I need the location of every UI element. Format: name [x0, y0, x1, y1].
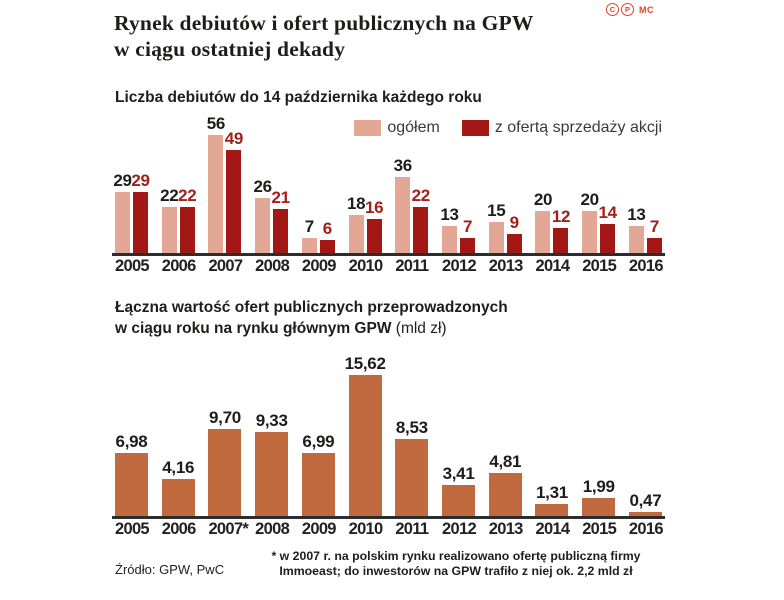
footnote-line1: * w 2007 r. na polskim rynku realizowano ofertę publiczną firmy [271, 549, 641, 563]
chart2-title [115, 297, 508, 339]
page-title-line1: Rynek debiutów i ofert publicznych na GPW [114, 11, 534, 35]
chart2-value-label-2015: 1,99 [582, 477, 615, 497]
chart1-bar-ogolem-2007 [206, 114, 226, 253]
chart1-bar-oferta-2008 [271, 187, 290, 253]
chart2-year-2010: 2010 [348, 520, 383, 538]
chart2-year-2012: 2012 [442, 520, 476, 538]
chart2-value-label-2011: 8,53 [395, 418, 428, 438]
chart1-group-2014 [533, 133, 571, 253]
chart1-bar-oferta-2011 [411, 185, 430, 253]
chart1-bar-ogolem-2009 [302, 217, 317, 253]
chart1-value-label-ogolem-2015: 20 [580, 190, 599, 209]
chart1-group-2015 [582, 133, 615, 253]
page-title-line2: w ciągu ostatniej dekady [114, 37, 346, 61]
chart2-value-label-2006: 4,16 [162, 457, 195, 477]
chart2-year-2007*: 2007* [208, 520, 249, 538]
chart2-year-2005: 2005 [115, 520, 149, 538]
chart1-value-label-ogolem-2011: 36 [393, 156, 412, 176]
chart1-value-label-oferta-2012: 7 [462, 217, 473, 237]
chart1-year-2010: 2010 [348, 257, 383, 275]
chart2-bar-2012 [442, 464, 475, 516]
chart1-bar-ogolem-2013 [487, 200, 506, 254]
footnote [248, 549, 664, 578]
chart2-year-2008: 2008 [255, 520, 290, 538]
brand-mc-label: MC [639, 4, 654, 15]
chart1-group-2009 [302, 133, 335, 253]
legend-label-ogolem: ogółem [387, 119, 440, 136]
chart1-value-label-ogolem-2008: 26 [253, 177, 272, 197]
chart2-bar-2009 [302, 432, 335, 516]
chart1-group-2011 [395, 133, 428, 253]
chart2-year-2014: 2014 [535, 520, 570, 538]
chart1-bar-oferta-2005 [131, 171, 150, 253]
chart2-title-unit: (mld zł) [395, 320, 447, 337]
chart2-x-axis [112, 516, 665, 519]
chart2-bar-2006 [162, 457, 195, 516]
chart1-bar-oferta-2006 [178, 185, 197, 253]
page-title [114, 10, 534, 62]
chart1-value-label-ogolem-2013: 15 [487, 200, 506, 220]
chart1-bar-ogolem-2008 [253, 177, 272, 253]
chart1-group-2016 [629, 133, 662, 253]
chart1-group-2008 [255, 133, 288, 253]
chart2-bar-2015 [582, 477, 615, 516]
chart1-bar-ogolem-2005 [113, 171, 132, 253]
chart1-bar-oferta-2007 [224, 129, 244, 253]
chart2-value-label-2013: 4,81 [489, 451, 522, 471]
chart1-value-label-oferta-2006: 22 [178, 185, 197, 205]
chart2-value-label-2010: 15,62 [344, 354, 386, 374]
chart1-year-labels [115, 257, 662, 276]
chart1-year-2005: 2005 [115, 257, 149, 275]
footnote-line2: Immoeast; do inwestorów na GPW trafiło z niej ok. 2,2 mld zł [279, 563, 633, 578]
chart1-bar-ogolem-2015 [580, 190, 599, 253]
chart2-title-line2: w ciągu roku na rynku głównym GPW [115, 320, 392, 337]
chart1-year-2009: 2009 [301, 257, 336, 275]
chart1-year-2012: 2012 [442, 257, 476, 275]
chart2-value-label-2014: 1,31 [536, 483, 568, 503]
chart2-bar-2005 [115, 432, 148, 516]
chart1-year-2006: 2006 [161, 257, 196, 275]
chart2-bar-2014 [535, 483, 568, 516]
chart2-bar-2010 [344, 354, 386, 516]
chart1-group-2006 [162, 133, 195, 253]
chart1-value-label-ogolem-2010: 18 [346, 194, 366, 214]
chart1-bar-ogolem-2006 [160, 185, 179, 253]
chart1-title: Liczba debiutów do 14 października każdego roku [115, 89, 482, 106]
source-credit: Źródło: GPW, PwC [115, 562, 225, 577]
chart1-group-2010 [346, 133, 384, 253]
chart1-bar-oferta-2010 [364, 198, 384, 253]
chart2-title-line1: Łączna wartość ofert publicznych przeprowadzonych [115, 299, 508, 316]
value-bar-chart-plot [115, 354, 662, 516]
chart1-bar-ogolem-2016 [627, 204, 646, 253]
chart1-year-2016: 2016 [628, 257, 663, 275]
chart1-value-label-oferta-2013: 9 [509, 213, 519, 233]
chart1-value-label-oferta-2014: 12 [551, 206, 571, 226]
chart2-year-2015: 2015 [582, 520, 617, 538]
chart1-year-2008: 2008 [255, 257, 290, 275]
chart2-value-label-2007*: 9,70 [208, 407, 241, 427]
chart2-year-2013: 2013 [488, 520, 523, 538]
copyright-c-icon: C [606, 3, 619, 16]
chart1-value-label-ogolem-2009: 7 [304, 217, 314, 237]
chart1-bar-ogolem-2010 [346, 194, 366, 253]
chart1-bar-oferta-2015 [598, 202, 617, 253]
chart1-bar-oferta-2016 [647, 217, 662, 253]
chart1-value-label-oferta-2015: 14 [598, 202, 617, 222]
chart2-bar-2007* [208, 407, 241, 516]
chart1-year-2007: 2007 [208, 257, 243, 275]
chart1-value-label-oferta-2005: 29 [131, 171, 150, 191]
chart1-year-2013: 2013 [488, 257, 523, 275]
chart1-bar-oferta-2013 [507, 213, 522, 253]
chart1-group-2007 [206, 114, 244, 253]
chart2-year-2006: 2006 [161, 520, 196, 538]
chart2-year-2011: 2011 [395, 520, 429, 538]
chart1-value-label-ogolem-2014: 20 [533, 190, 553, 209]
brand-marks [606, 3, 654, 16]
chart2-bar-2011 [395, 418, 428, 516]
chart2-year-2016: 2016 [628, 520, 663, 538]
chart2-year-2009: 2009 [301, 520, 336, 538]
chart1-value-label-ogolem-2005: 29 [113, 171, 132, 191]
chart2-value-label-2016: 0,47 [629, 490, 662, 510]
chart1-value-label-oferta-2016: 7 [649, 217, 659, 237]
chart1-group-2012 [442, 133, 475, 253]
chart1-bar-ogolem-2011 [393, 156, 412, 253]
chart1-value-label-ogolem-2006: 22 [160, 185, 179, 205]
chart1-bar-oferta-2012 [460, 217, 475, 253]
chart1-bar-ogolem-2012 [440, 204, 459, 253]
legend-label-oferta: z ofertą sprzedaży akcji [494, 119, 662, 136]
chart1-group-2005 [115, 133, 148, 253]
chart1-year-2011: 2011 [395, 257, 429, 275]
chart1-value-label-ogolem-2007: 56 [206, 114, 226, 134]
chart1-value-label-ogolem-2012: 13 [440, 204, 459, 224]
chart1-value-label-oferta-2009: 6 [322, 219, 332, 239]
chart1-x-axis [112, 253, 665, 256]
chart1-group-2013 [489, 133, 522, 253]
chart2-value-label-2009: 6,99 [302, 432, 335, 452]
chart1-bar-ogolem-2014 [533, 190, 553, 253]
chart1-year-2014: 2014 [535, 257, 570, 275]
chart1-bar-oferta-2014 [551, 206, 571, 253]
chart2-value-label-2005: 6,98 [115, 432, 148, 452]
chart2-value-label-2008: 9,33 [255, 411, 288, 431]
chart2-year-labels [115, 520, 662, 539]
chart1-value-label-oferta-2011: 22 [411, 185, 430, 205]
copyright-p-icon: P [621, 3, 634, 16]
chart1-year-2015: 2015 [582, 257, 617, 275]
chart2-bar-2013 [489, 451, 522, 516]
chart1-value-label-ogolem-2016: 13 [627, 204, 646, 224]
chart1-bar-oferta-2009 [320, 219, 335, 253]
chart1-value-label-oferta-2010: 16 [364, 198, 384, 218]
chart1-value-label-oferta-2008: 21 [271, 187, 290, 207]
chart2-value-label-2012: 3,41 [442, 464, 475, 484]
chart1-value-label-oferta-2007: 49 [224, 129, 244, 149]
chart2-bar-2008 [255, 411, 288, 516]
